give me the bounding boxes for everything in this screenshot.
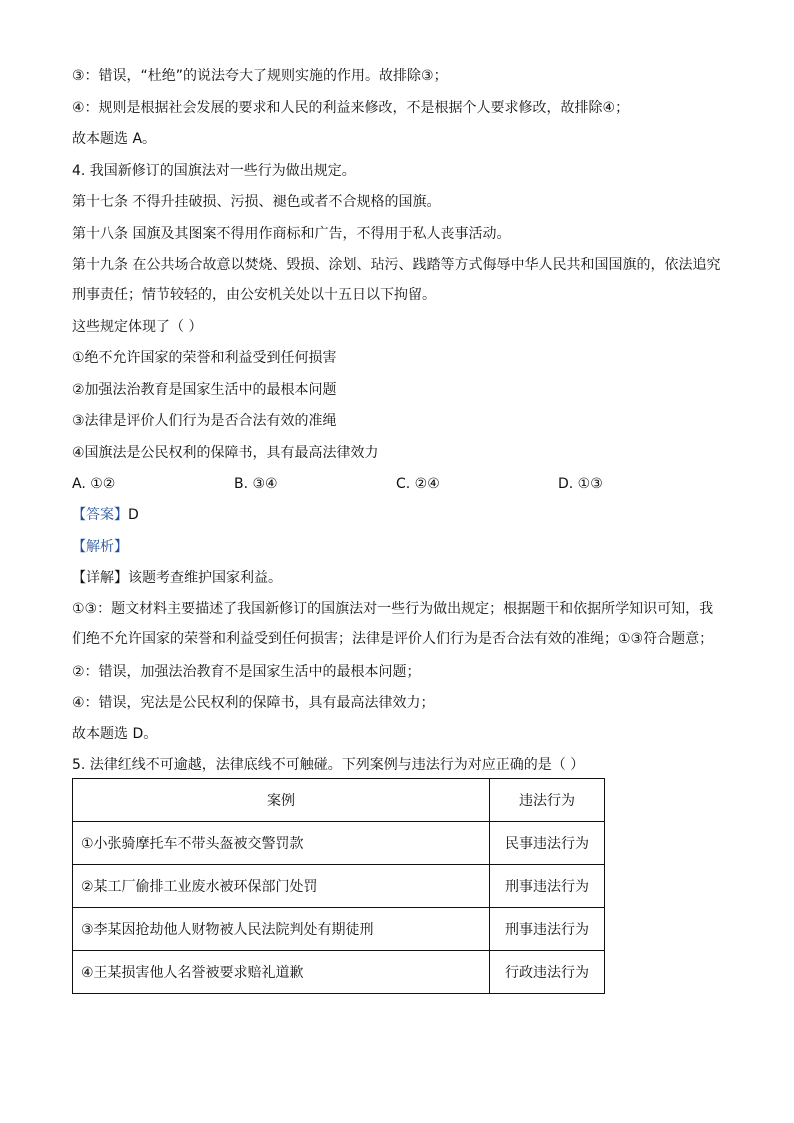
explanation-4: ④：错误，宪法是公民权利的保障书，具有最高法律效力；: [72, 695, 435, 711]
article-18: 第十八条 国旗及其图案不得用作商标和广告，不得用于私人丧事活动。: [72, 226, 511, 242]
option-b: B. ③④: [234, 476, 278, 492]
header-violation-type: 违法行为: [490, 779, 605, 822]
detail-line: [72, 569, 282, 587]
question-4-stem: 4. 我国新修订的国旗法对一些行为做出规定。: [72, 163, 356, 179]
case-table: [72, 778, 605, 994]
statement-3: ③法律是评价人们行为是否合法有效的准绳: [72, 413, 337, 429]
option-a: A. ①②: [72, 476, 116, 492]
violation-type-cell: 行政违法行为: [490, 951, 605, 994]
header-case: 案例: [73, 779, 490, 822]
explanation-1-3: ①③：题文材料主要描述了我国新修订的国旗法对一些行为做出规定；根据题干和依据所学知识可知，我们绝不允许国家的荣誉和利益受到任何损害；法律是评价人们行为是否合法有效的准绳；①③符合题意；: [72, 601, 714, 647]
answer-line: [72, 506, 139, 524]
analysis-tag: 【解析】: [72, 539, 128, 555]
statement-4: ④国旗法是公民权利的保障书，具有最高法律效力: [72, 445, 379, 461]
statement-2: ②加强法治教育是国家生活中的最根本问题: [72, 382, 337, 398]
q4-conclusion: 故本题选 D。: [72, 726, 158, 742]
question-4-prompt: 这些规定体现了（ ）: [72, 319, 203, 335]
answer-tag: 【答案】: [72, 507, 128, 523]
violation-type-cell: 刑事违法行为: [490, 865, 605, 908]
prev-analysis-line-4: ④：规则是根据社会发展的要求和人民的利益来修改，不是根据个人要求修改，故排除④；: [72, 100, 630, 116]
case-cell: ①小张骑摩托车不带头盔被交警罚款: [73, 822, 490, 865]
table-row: [73, 951, 605, 994]
case-cell: ④王某损害他人名誉被要求赔礼道歉: [73, 951, 490, 994]
table-row: [73, 908, 605, 951]
detail-tag: 【详解】: [72, 570, 128, 586]
question-5-stem: 5. 法律红线不可逾越，法律底线不可触碰。下列案例与违法行为对应正确的是（ ）: [72, 757, 585, 773]
table-row: [73, 865, 605, 908]
table-row: [73, 822, 605, 865]
violation-type-cell: 刑事违法行为: [490, 908, 605, 951]
article-19: 第十九条 在公共场合故意以焚烧、毁损、涂划、玷污、践踏等方式侮辱中华人民共和国国旗的，依法追究刑事责任；情节较轻的，由公安机关处以十五日以下拘留。: [72, 257, 721, 303]
prev-analysis-line-3: ③：错误，“杜绝”的说法夸大了规则实施的作用。故排除③；: [72, 68, 448, 84]
case-cell: ③李某因抢劫他人财物被人民法院判处有期徒刑: [73, 908, 490, 951]
case-cell: ②某工厂偷排工业废水被环保部门处罚: [73, 865, 490, 908]
violation-type-cell: 民事违法行为: [490, 822, 605, 865]
option-c: C. ②④: [396, 476, 440, 492]
explanation-2: ②：错误，加强法治教育不是国家生活中的最根本问题；: [72, 664, 421, 680]
table-header-row: [73, 779, 605, 822]
option-d: D. ①③: [558, 476, 603, 492]
statement-1: ①绝不允许国家的荣誉和利益受到任何损害: [72, 350, 337, 366]
answer-value: D: [128, 507, 139, 523]
article-17: 第十七条 不得升挂破损、污损、褪色或者不合规格的国旗。: [72, 194, 441, 210]
prev-conclusion: 故本题选 A。: [72, 131, 157, 147]
detail-text: 该题考查维护国家利益。: [128, 570, 282, 586]
